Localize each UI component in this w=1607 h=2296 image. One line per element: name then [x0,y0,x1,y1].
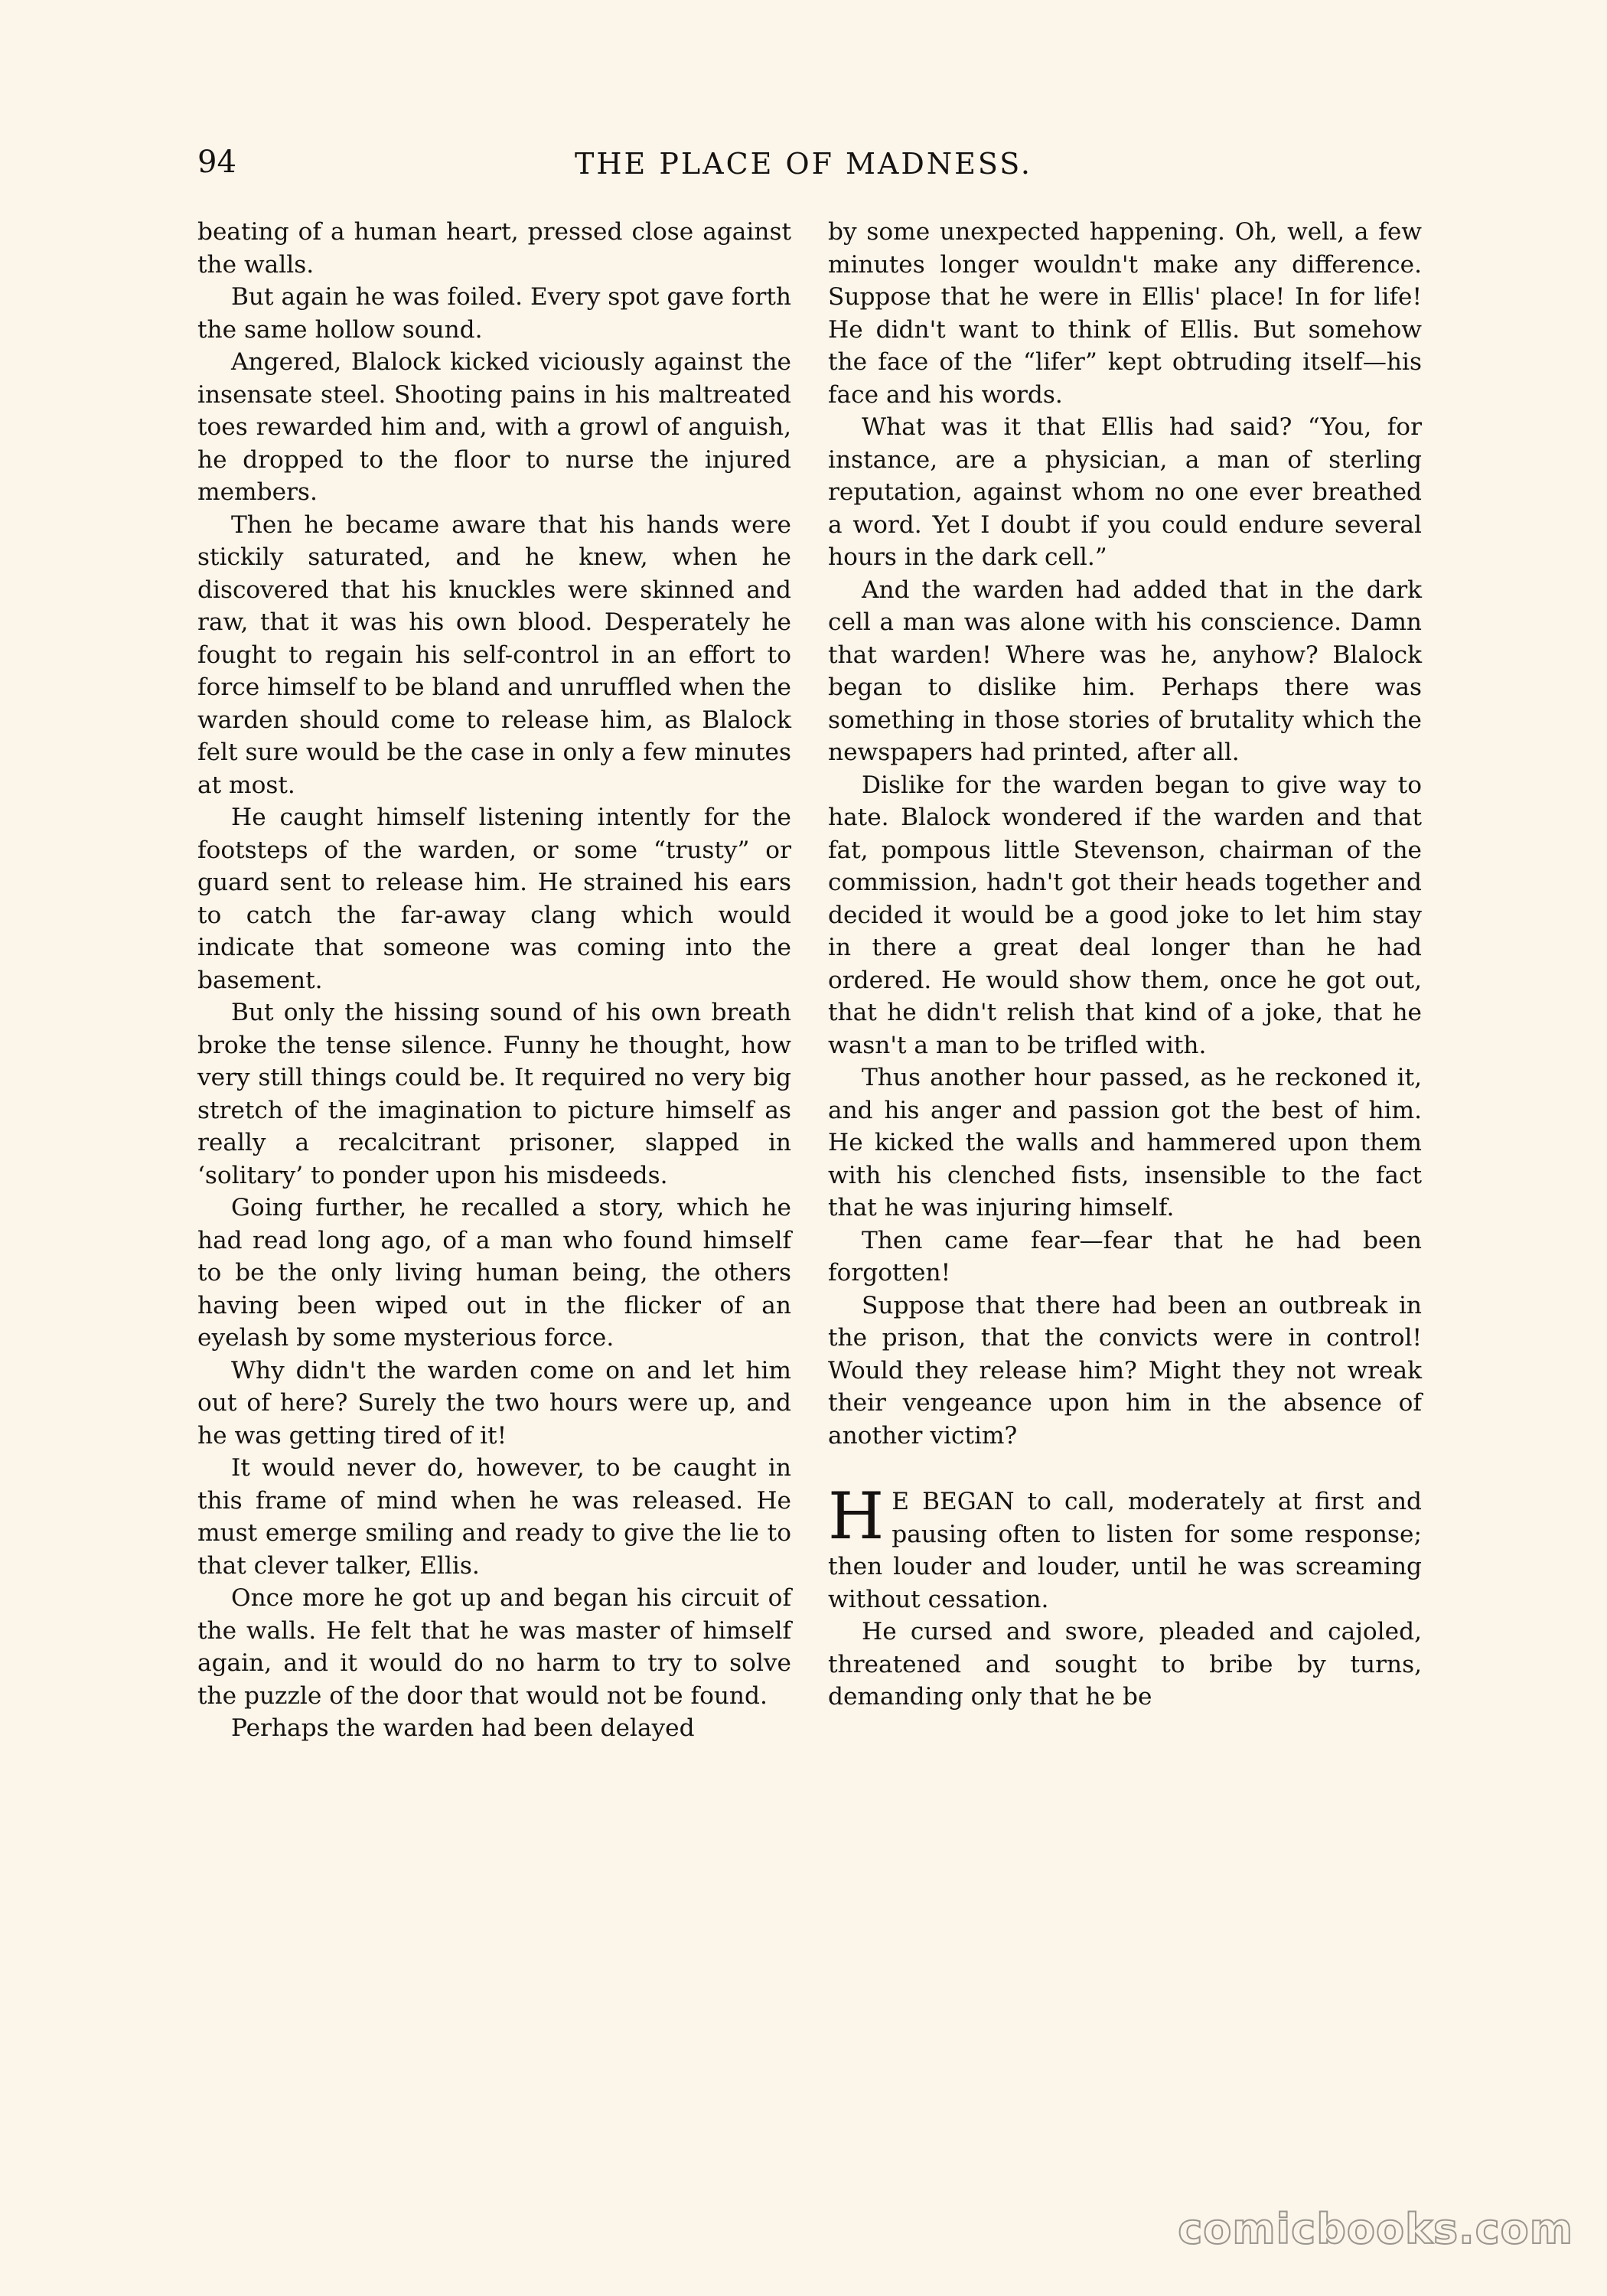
paragraph: Then came fear—fear that he had been forgotten! [828,1226,1422,1287]
paragraph: beating of a human heart, pressed close against the walls. [197,218,791,279]
paragraph: Once more he got up and began his circuit of the walls. He felt that he was master of himself again, and it would do no harm to try to solve the puzzle of the door that would not be found. [197,1584,791,1710]
section-lead-text: E BEGAN to call, moderately at first and pausing often to listen for some response; then louder and louder, until he was screaming without cessation. [828,1488,1422,1613]
running-title: THE PLACE OF MADNESS. [575,147,1032,181]
paragraph: Angered, Blalock kicked viciously against the insensate steel. Shooting pains in his maltreated toes rewarded him and, with a growl of anguish, he dropped to the floor to nurse the injured members. [197,348,791,506]
right-column [828,216,1422,1714]
paragraph: And the warden had added that in the dark cell a man was alone with his conscience. Damn that warden! Where was he, anyhow? Blalock began to dislike him. Perhaps there was something in those stories of brutality which the newspapers had printed, after all. [828,576,1422,766]
drop-cap: H [828,1479,885,1554]
paragraph: Thus another hour passed, as he reckoned it, and his anger and passion got the best of him. He kicked the walls and hammered upon them with his clenched fists, insensible to the fact that he was injuring himself. [828,1064,1422,1221]
left-column [197,216,791,1745]
paragraph: It would never do, however, to be caught in this frame of mind when he was released. He must emerge smiling and ready to give the lie to that clever talker, Ellis. [197,1454,791,1580]
paragraph: Suppose that there had been an outbreak in the prison, that the convicts were in control! Would they release him? Might they not wreak their vengeance upon him in the absence of another victim? [828,1291,1422,1450]
paragraph: Then he became aware that his hands were stickily saturated, and he knew, when he discovered that his knuckles were skinned and raw, that it was his own blood. Desperately he fought to regain his self-control in an effort to force himself to be bland and unruffled when the warden should come to release him, as Blalock felt sure would be the case in only a few minutes at most. [197,510,791,799]
paragraph: Going further, he recalled a story, which he had read long ago, of a man who found himself to be the only living human being, the others having been wiped out in the flicker of an eyelash by some mysterious force. [197,1194,791,1352]
watermark-logo: comicbooks.com [1178,2205,1573,2253]
page-number: 94 [197,145,236,180]
paragraph: He cursed and swore, pleaded and cajoled, threatened and sought to bribe by turns, demanding only that he be [828,1618,1422,1711]
paragraph: But only the hissing sound of his own breath broke the tense silence. Funny he thought, how very still things could be. It required no very big stretch of the imagination to picture himself as really a recalcitrant prisoner, slapped in ‘solitary’ to ponder upon his misdeeds. [197,999,791,1189]
paragraph: Why didn't the warden come on and let him out of here? Surely the two hours were up, and he was getting tired of it! [197,1356,791,1450]
paragraph: But again he was foiled. Every spot gave forth the same hollow sound. [197,283,791,344]
paragraph: What was it that Ellis had said? “You, for instance, are a physician, a man of sterling reputation, against whom no one ever breathed a word. Yet I doubt if you could endure several hours in the dark cell.” [828,413,1422,571]
paragraph: Dislike for the warden began to give way to hate. Blalock wondered if the warden and that fat, pompous little Stevenson, chairman of the commission, hadn't got their heads together and decided it would be a good joke to let him stay in there a great deal longer than he had ordered. He would show them, once he got out, that he didn't relish that kind of a joke, that he wasn't a man to be trifled with. [828,771,1422,1059]
section-first-paragraph [828,1479,1422,1616]
paragraph: He caught himself listening intently for the footsteps of the warden, or some “trusty” or guard sent to release him. He strained his ears to catch the far-away clang which would indicate that someone was coming into the basement. [197,804,791,994]
paragraph: Perhaps the warden had been delayed [231,1714,695,1742]
paragraph: by some unexpected happening. Oh, well, a few minutes longer wouldn't make any difference. Suppose that he were in Ellis' place! In for life! He didn't want to think of Ellis. But somehow the face of the “lifer” kept obtruding itself—his face and his words. [828,218,1422,409]
